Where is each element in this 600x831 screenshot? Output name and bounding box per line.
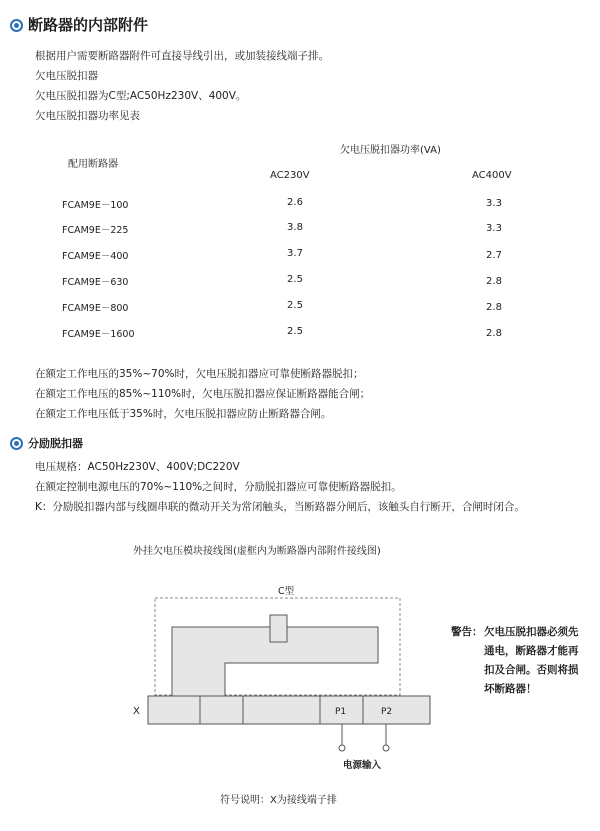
section-bullet-icon bbox=[10, 437, 23, 450]
row-ac400: 3.3 bbox=[486, 198, 502, 209]
contact-block bbox=[270, 615, 287, 642]
row-ac400: 2.8 bbox=[486, 276, 502, 287]
row-ac230: 3.8 bbox=[287, 222, 303, 233]
row-ac230: 3.7 bbox=[287, 248, 303, 259]
warning-line: 通电，断路器才能再 bbox=[484, 645, 579, 657]
intro-text: 根据用户需要断路器附件可直接导线引出，或加装接线端子排。 bbox=[35, 50, 329, 62]
row-model: FCAM9E－400 bbox=[62, 251, 129, 262]
table-header-ac400: AC400V bbox=[472, 170, 512, 181]
table-header-group: 欠电压脱扣器功率(VA) bbox=[340, 145, 441, 156]
row-model: FCAM9E－225 bbox=[62, 225, 129, 236]
warning-line: 欠电压脱扣器必须先 bbox=[484, 626, 579, 638]
row-model: FCAM9E－800 bbox=[62, 303, 129, 314]
terminal-p1-node bbox=[339, 745, 345, 751]
row-ac230: 2.5 bbox=[287, 274, 303, 285]
wiring-diagram bbox=[120, 575, 440, 780]
row-ac400: 3.3 bbox=[486, 223, 502, 234]
shunt-line: 电压规格：AC50Hz230V、400V;DC220V bbox=[35, 461, 240, 473]
section-title-internal-accessories: 断路器的内部附件 bbox=[28, 16, 149, 34]
terminal-p1: P1 bbox=[335, 707, 347, 717]
row-ac400: 2.7 bbox=[486, 250, 502, 261]
row-ac230: 2.6 bbox=[287, 197, 303, 208]
table-caption: 欠电压脱扣器功率见表 bbox=[35, 110, 140, 122]
warning-line: 扣及合闸。否则将损 bbox=[484, 664, 579, 676]
terminal-x-label: X bbox=[133, 706, 140, 717]
note-line: 在额定工作电压低于35%时，欠电压脱扣器应防止断路器合闸。 bbox=[35, 408, 332, 420]
terminal-p2-node bbox=[383, 745, 389, 751]
note-line: 在额定工作电压的85%~110%时，欠电压脱扣器应保证断路器能合闸； bbox=[35, 388, 371, 400]
undervoltage-label: 欠电压脱扣器 bbox=[35, 70, 98, 82]
row-ac230: 2.5 bbox=[287, 300, 303, 311]
c-type-label: C型 bbox=[278, 586, 295, 597]
shunt-line: 在额定控制电源电压的70%~110%之间时，分励脱扣器应可靠使断路器脱扣。 bbox=[35, 481, 402, 493]
row-model: FCAM9E－1600 bbox=[62, 329, 135, 340]
note-line: 在额定工作电压的35%~70%时，欠电压脱扣器应可靠使断路器脱扣； bbox=[35, 368, 364, 380]
shunt-line: K：分励脱扣器内部与线圈串联的微动开关为常闭触头，当断路器分闸后，该触头自行断开，合闸时闭合。 bbox=[35, 501, 525, 513]
table-header-breaker: 配用断路器 bbox=[68, 159, 118, 170]
section-bullet-icon bbox=[10, 19, 23, 32]
section-title-shunt-release: 分励脱扣器 bbox=[28, 437, 83, 450]
table-header-ac230: AC230V bbox=[270, 170, 310, 181]
diagram-legend: 符号说明：X为接线端子排 bbox=[220, 795, 337, 806]
row-ac400: 2.8 bbox=[486, 328, 502, 339]
row-model: FCAM9E－100 bbox=[62, 200, 129, 211]
row-model: FCAM9E－630 bbox=[62, 277, 129, 288]
power-input-label: 电源输入 bbox=[343, 760, 382, 771]
warning-label: 警告： bbox=[451, 626, 483, 638]
row-ac400: 2.8 bbox=[486, 302, 502, 313]
undervoltage-type: 欠电压脱扣器为C型;AC50Hz230V、400V。 bbox=[35, 90, 247, 102]
row-ac230: 2.5 bbox=[287, 326, 303, 337]
terminal-p2: P2 bbox=[381, 707, 393, 717]
warning-line: 坏断路器！ bbox=[484, 683, 537, 695]
diagram-title: 外挂欠电压模块接线图(虚框内为断路器内部附件接线图) bbox=[133, 546, 381, 557]
